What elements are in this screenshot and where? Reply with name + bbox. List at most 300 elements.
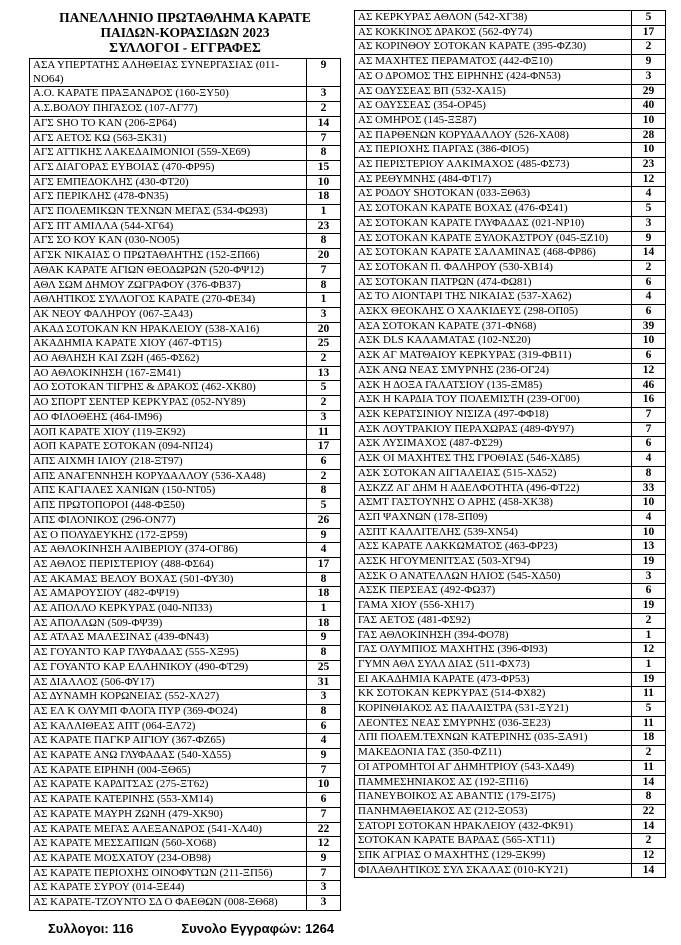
club-name: ΠΑΝΗΜΑΘΕΙΑΚΟΣ ΑΣ (212-ΞΟ53) (355, 804, 632, 819)
club-entries-count: 7 (307, 866, 341, 881)
club-entries-count: 1 (307, 293, 341, 308)
left-column (29, 10, 341, 911)
club-row (30, 675, 341, 690)
club-name: ΑΣ ΚΑΡΑΤΕ ΠΕΡΙΟΧΗΣ ΟΙΝΟΦΥΤΩΝ (211-ΞΠ56) (30, 866, 307, 881)
club-row (355, 422, 666, 437)
club-entries-count: 9 (307, 749, 341, 764)
club-entries-count: 5 (307, 381, 341, 396)
club-entries-count: 20 (307, 249, 341, 264)
club-row (30, 160, 341, 175)
club-entries-count: 9 (307, 851, 341, 866)
club-row (355, 819, 666, 834)
clubs-total-label: Συλλογοι: (48, 921, 109, 936)
club-name: ΑΟΠ ΚΑΡΑΤΕ ΣΟΤΟΚΑΝ (094-ΝΠ24) (30, 440, 307, 455)
club-name: ΓΥΜΝ ΑΘΛ ΣΥΛΛ ΔΙΑΣ (511-ΦΧ73) (355, 657, 632, 672)
club-row (355, 69, 666, 84)
club-entries-count: 8 (307, 704, 341, 719)
club-name: ΑΣΠ ΨΑΧΝΩΝ (178-ΞΠ09) (355, 510, 632, 525)
club-row (30, 763, 341, 778)
club-name: ΑΣ ΚΟΚΚΙΝΟΣ ΔΡΑΚΟΣ (562-ΦΥ74) (355, 25, 632, 40)
club-name: ΑΣ ΠΑΡΘΕΝΩΝ ΚΟΡΥΔΑΛΛΟΥ (526-ΧΑ08) (355, 128, 632, 143)
club-name: ΓΑΜΑ ΧΙΟΥ (556-ΧΗ17) (355, 599, 632, 614)
club-row (355, 363, 666, 378)
club-entries-count: 6 (307, 454, 341, 469)
club-row (355, 393, 666, 408)
club-name: ΑΣ ΤΟ ΛΙΟΝΤΑΡΙ ΤΗΣ ΝΙΚΑΙΑΣ (537-ΧΑ62) (355, 290, 632, 305)
club-entries-count: 5 (632, 11, 666, 26)
club-entries-count: 18 (307, 190, 341, 205)
club-name: ΑΣ ΣΟΤΟΚΑΝ ΠΑΤΡΩΝ (474-ΦΩ81) (355, 275, 632, 290)
club-row (30, 102, 341, 117)
club-row (30, 631, 341, 646)
club-entries-count: 4 (307, 734, 341, 749)
club-entries-count: 3 (307, 307, 341, 322)
right-column (354, 10, 666, 878)
club-entries-count: 18 (307, 587, 341, 602)
club-row (355, 11, 666, 26)
club-entries-count: 1 (632, 657, 666, 672)
club-entries-count: 15 (307, 160, 341, 175)
club-name: ΑΣΚ Η ΚΑΡΔΙΑ ΤΟΥ ΠΟΛΕΜΙΣΤΗ (239-ΟΓ00) (355, 393, 632, 408)
club-entries-count: 16 (632, 393, 666, 408)
club-name: ΑΣ ΑΚΑΜΑΣ ΒΕΛΟΥ ΒΟΧΑΣ (501-ΦΥ30) (30, 572, 307, 587)
club-name: ΑΣ ΑΠΟΛΛΩΝ (509-ΦΨ39) (30, 616, 307, 631)
club-name: ΑΣ ΣΟΤΟΚΑΝ ΚΑΡΑΤΕ ΓΛΥΦΑΔΑΣ (021-ΝΡ10) (355, 216, 632, 231)
title-line-3: ΣΥΛΛΟΓΟΙ - ΕΓΓΡΑΦΕΣ (109, 40, 261, 55)
club-name: ΑΣ Ο ΔΡΟΜΟΣ ΤΗΣ ΕΙΡΗΝΗΣ (424-ΦΝ53) (355, 69, 632, 84)
club-row (355, 407, 666, 422)
club-entries-count: 2 (632, 834, 666, 849)
club-name: ΑΣ ΚΑΛΛΙΘΕΑΣ ΑΠΤ (064-ΞΛ72) (30, 719, 307, 734)
club-row (30, 454, 341, 469)
club-name: ΑΣΚ ΑΝΩ ΝΕΑΣ ΣΜΥΡΝΗΣ (236-ΟΓ24) (355, 363, 632, 378)
club-row (355, 702, 666, 717)
club-row (355, 172, 666, 187)
club-name: ΑΣΚ ΟΙ ΜΑΧΗΤΕΣ ΤΗΣ ΓΡΟΘΙΑΣ (546-ΧΔ85) (355, 452, 632, 467)
club-name: ΑΣ ΟΔΥΣΣΕΑΣ ΒΠ (532-ΧΑ15) (355, 84, 632, 99)
club-name: ΑΣΚ DLS ΚΑΛΑΜΑΤΑΣ (102-ΝΣ20) (355, 334, 632, 349)
club-row (355, 863, 666, 878)
club-name: ΑΣ ΔΙΑΛΛΟΣ (506-ΦΥ17) (30, 675, 307, 690)
club-entries-count: 10 (632, 496, 666, 511)
club-row (30, 263, 341, 278)
club-entries-count: 2 (632, 40, 666, 55)
club-name: ΑΣΣΚ ΠΕΡΣΕΑΣ (492-ΦΩ37) (355, 584, 632, 599)
club-name: ΑΘΛΗΤΙΚΟΣ ΣΥΛΛΟΓΟΣ ΚΑΡΑΤΕ (270-ΦΕ34) (30, 293, 307, 308)
club-name: ΑΣ ΚΑΡΑΤΕ ΑΝΩ ΓΛΥΦΑΔΑΣ (540-ΧΔ55) (30, 749, 307, 764)
club-entries-count: 26 (307, 513, 341, 528)
club-row (30, 851, 341, 866)
club-name: ΑΣΠΤ ΚΑΛΛΙΤΕΛΗΣ (539-ΧΝ54) (355, 525, 632, 540)
club-entries-count: 6 (307, 793, 341, 808)
club-entries-count: 5 (632, 202, 666, 217)
club-entries-count: 8 (632, 466, 666, 481)
clubs-table-right (354, 10, 666, 878)
club-name: ΑΘΛ ΣΩΜ ΔΗΜΟΥ ΖΩΓΡΑΦΟΥ (376-ΦΒ37) (30, 278, 307, 293)
club-entries-count: 29 (632, 84, 666, 99)
club-name: ΑΣΚ Η ΔΟΞΑ ΓΑΛΑΤΣΙΟΥ (135-ΞΜ85) (355, 378, 632, 393)
club-row (30, 205, 341, 220)
club-row (30, 249, 341, 264)
page-title (29, 10, 341, 55)
club-entries-count: 20 (307, 322, 341, 337)
club-entries-count: 8 (307, 146, 341, 161)
club-name: ΓΑΣ ΑΕΤΟΣ (481-ΦΣ92) (355, 613, 632, 628)
club-entries-count: 6 (632, 349, 666, 364)
club-row (355, 158, 666, 173)
clubs-total-value: 116 (112, 921, 134, 936)
club-entries-count: 28 (632, 128, 666, 143)
club-row (355, 349, 666, 364)
club-entries-count: 7 (632, 407, 666, 422)
club-entries-count: 13 (632, 540, 666, 555)
club-name: ΑΓΣ ΑΤΤΙΚΗΣ ΛΑΚΕΔΑΙΜΟΝΙΟΙ (559-ΧΕ69) (30, 146, 307, 161)
club-entries-count: 10 (632, 113, 666, 128)
club-entries-count: 1 (632, 628, 666, 643)
club-name: ΛΠΙ ΠΟΛΕΜ.ΤΕΧΝΩΝ ΚΑΤΕΡΙΝΗΣ (035-ΞΑ91) (355, 731, 632, 746)
club-entries-count: 23 (307, 219, 341, 234)
club-name: ΚΚ ΣΟΤΟΚΑΝ ΚΕΡΚΥΡΑΣ (514-ΦΧ82) (355, 687, 632, 702)
club-row (355, 746, 666, 761)
club-row (30, 425, 341, 440)
club-entries-count: 12 (632, 363, 666, 378)
club-row (30, 704, 341, 719)
club-name: ΑΣ ΔΥΝΑΜΗ ΚΟΡΩΝΕΙΑΣ (552-ΧΛ27) (30, 690, 307, 705)
club-row (355, 334, 666, 349)
club-entries-count: 7 (307, 263, 341, 278)
club-entries-count: 19 (632, 555, 666, 570)
club-entries-count: 3 (632, 69, 666, 84)
club-entries-count: 10 (307, 778, 341, 793)
club-entries-count: 8 (632, 790, 666, 805)
club-name: ΓΑΣ ΟΛΥΜΠΙΟΣ ΜΑΧΗΤΗΣ (396-ΦΙ93) (355, 643, 632, 658)
club-row (30, 690, 341, 705)
club-row (355, 275, 666, 290)
club-name: ΑΣΚ ΛΟΥΤΡΑΚΙΟΥ ΠΕΡΑΧΩΡΑΣ (489-ΦΥ97) (355, 422, 632, 437)
club-row (355, 466, 666, 481)
club-entries-count: 25 (307, 337, 341, 352)
club-row (30, 307, 341, 322)
club-name: ΑΓΣ ΣΟ ΚΟΥ ΚΑΝ (030-ΝΟ05) (30, 234, 307, 249)
club-row (355, 849, 666, 864)
club-name: ΑΟΠ ΚΑΡΑΤΕ ΧΙΟΥ (119-ΞΚ92) (30, 425, 307, 440)
club-name: ΑΣ ΓΟΥΑΝΤΟ ΚΑΡ ΓΛΥΦΑΔΑΣ (555-ΧΞ95) (30, 646, 307, 661)
club-name: ΑΣ ΣΟΤΟΚΑΝ ΚΑΡΑΤΕ ΞΥΛΟΚΑΣΤΡΟΥ (045-ΞΖ10) (355, 231, 632, 246)
club-name: ΑΣ ΑΘΛΟΚΙΝΗΣΗ ΑΛΙΒΕΡΙΟΥ (374-ΟΓ86) (30, 543, 307, 558)
club-name: ΑΣΚ ΑΓ ΜΑΤΘΑΙΟΥ ΚΕΡΚΥΡΑΣ (319-ΦΒ11) (355, 349, 632, 364)
club-name: ΑΣ ΡΕΘΥΜΝΗΣ (484-ΦΤ17) (355, 172, 632, 187)
club-name: ΑΣ ΚΑΡΑΤΕ ΜΟΣΧΑΤΟΥ (234-ΟΒ98) (30, 851, 307, 866)
club-entries-count: 11 (307, 425, 341, 440)
club-row (355, 687, 666, 702)
club-name: ΑΣ ΠΕΡΙΣΤΕΡΙΟΥ ΑΛΚΙΜΑΧΟΣ (485-ΦΣ73) (355, 158, 632, 173)
club-entries-count: 8 (307, 572, 341, 587)
club-row (30, 602, 341, 617)
club-row (355, 113, 666, 128)
club-name: ΑΘΑΚ ΚΑΡΑΤΕ ΑΓΙΩΝ ΘΕΟΔΩΡΩΝ (520-ΦΨ12) (30, 263, 307, 278)
club-entries-count: 2 (307, 396, 341, 411)
club-entries-count: 11 (632, 687, 666, 702)
club-entries-count: 40 (632, 99, 666, 114)
club-name: ΑΣ ΟΔΥΣΣΕΑΣ (354-ΟΡ45) (355, 99, 632, 114)
club-entries-count: 2 (307, 352, 341, 367)
club-row (30, 87, 341, 102)
club-entries-count: 8 (307, 234, 341, 249)
club-name: ΑΣ ΚΑΡΑΤΕ ΜΕΓΑΣ ΑΛΕΞΑΝΔΡΟΣ (541-ΧΛ40) (30, 822, 307, 837)
club-row (30, 557, 341, 572)
club-row (355, 319, 666, 334)
club-row (355, 260, 666, 275)
club-entries-count: 17 (307, 557, 341, 572)
club-row (355, 569, 666, 584)
club-name: ΑΣ ΣΟΤΟΚΑΝ ΚΑΡΑΤΕ ΣΑΛΑΜΙΝΑΣ (468-ΦΡ86) (355, 246, 632, 261)
club-name: ΑΣΚΖΖ ΑΓ ΔΗΜ Η ΑΔΕΛΦΟΤΗΤΑ (496-ΦΤ22) (355, 481, 632, 496)
club-row (30, 59, 341, 87)
club-name: ΑΠΣ ΑΝΑΓΕΝΝΗΣΗ ΚΟΡΥΔΑΛΛΟΥ (536-ΧΑ48) (30, 469, 307, 484)
club-row (30, 513, 341, 528)
club-entries-count: 8 (307, 484, 341, 499)
club-row (355, 540, 666, 555)
club-name: ΑΣΑ ΥΠΕΡΤΑΤΗΣ ΑΛΗΘΕΙΑΣ ΣΥΝΕΡΓΑΣΙΑΣ (011-ΝΟ64) (30, 59, 307, 87)
club-row (30, 896, 341, 911)
club-entries-count: 12 (632, 172, 666, 187)
club-row (30, 337, 341, 352)
club-name: ΑΣ ΚΑΡΑΤΕ ΚΑΡΔΙΤΣΑΣ (275-ΞΤ62) (30, 778, 307, 793)
club-entries-count: 18 (307, 616, 341, 631)
club-name: ΑΓΣ ΑΕΤΟΣ ΚΩ (563-ΞΚ31) (30, 131, 307, 146)
club-entries-count: 19 (632, 672, 666, 687)
club-name: ΚΟΡΙΝΘΙΑΚΟΣ ΑΣ ΠΑΛΑΙΣΤΡΑ (531-ΞΥ21) (355, 702, 632, 717)
club-entries-count: 19 (632, 599, 666, 614)
club-name: ΑΣΣΚ ΗΓΟΥΜΕΝΙΤΣΑΣ (503-ΧΓ94) (355, 555, 632, 570)
club-entries-count: 8 (307, 646, 341, 661)
club-name: ΑΠΣ ΚΑΓΙΑΛΕΣ ΧΑΝΙΩΝ (150-ΝΤ05) (30, 484, 307, 499)
club-row (355, 378, 666, 393)
club-row (355, 231, 666, 246)
club-name: ΑΣ Ο ΠΟΛΥΔΕΥΚΗΣ (172-ΞΡ59) (30, 528, 307, 543)
club-row (355, 599, 666, 614)
club-name: Α.Ο. ΚΑΡΑΤΕ ΠΡΑΞΑΝΔΡΟΣ (160-ΞΥ50) (30, 87, 307, 102)
club-name: ΣΑΤΟΡΙ ΣΟΤΟΚΑΝ ΗΡΑΚΛΕΙΟΥ (432-ΦΚ91) (355, 819, 632, 834)
club-row (355, 25, 666, 40)
club-entries-count: 22 (632, 804, 666, 819)
club-name: ΑΣ ΚΕΡΚΥΡΑΣ ΑΘΛΟΝ (542-ΧΓ38) (355, 11, 632, 26)
club-name: ΑΚΑΔΗΜΙΑ ΚΑΡΑΤΕ ΧΙΟΥ (467-ΦΤ15) (30, 337, 307, 352)
club-row (355, 437, 666, 452)
club-entries-count: 6 (632, 584, 666, 599)
club-name: ΑΣ ΚΑΡΑΤΕ ΜΑΥΡΗ ΖΩΝΗ (479-ΧΚ90) (30, 807, 307, 822)
club-entries-count: 7 (307, 763, 341, 778)
club-name: ΠΑΜΜΕΣΗΝΙΑΚΟΣ ΑΣ (192-ΞΠ16) (355, 775, 632, 790)
club-entries-count: 6 (632, 275, 666, 290)
club-row (30, 322, 341, 337)
club-name: ΑΣ ΑΠΟΛΛΟ ΚΕΡΚΥΡΑΣ (040-ΝΠ33) (30, 602, 307, 617)
clubs-total (48, 921, 133, 936)
club-name: ΑΠΣ ΠΡΩΤΟΠΟΡΟΙ (448-ΦΞ50) (30, 499, 307, 514)
club-row (355, 40, 666, 55)
club-row (355, 643, 666, 658)
club-name: ΑΣ ΠΕΡΙΟΧΗΣ ΠΑΡΓΑΣ (386-ΦΙΟ5) (355, 143, 632, 158)
club-entries-count: 3 (307, 881, 341, 896)
club-row (30, 293, 341, 308)
club-entries-count: 5 (632, 702, 666, 717)
club-name: ΑΣ ΕΛ Κ ΟΛΥΜΠ ΦΛΟΓΑ ΠΥΡ (369-ΦΟ24) (30, 704, 307, 719)
club-entries-count: 8 (307, 278, 341, 293)
club-name: ΑΣ ΑΜΑΡΟΥΣΙΟΥ (482-ΦΨ19) (30, 587, 307, 602)
club-row (30, 484, 341, 499)
summary-footer (48, 921, 334, 936)
club-entries-count: 9 (632, 55, 666, 70)
club-entries-count: 3 (307, 896, 341, 911)
club-row (30, 366, 341, 381)
club-row (355, 452, 666, 467)
club-entries-count: 7 (307, 131, 341, 146)
club-name: ΑΣ ΓΟΥΑΝΤΟ ΚΑΡ ΕΛΛΗΝΙΚΟΥ (490-ΦΤ29) (30, 660, 307, 675)
club-entries-count: 9 (632, 231, 666, 246)
club-entries-count: 11 (632, 760, 666, 775)
club-name: ΦΙΛΑΘΛΗΤΙΚΟΣ ΣΥΛ ΣΚΑΛΑΣ (010-ΚΥ21) (355, 863, 632, 878)
club-row (30, 793, 341, 808)
club-row (355, 510, 666, 525)
club-name: ΑΣ ΟΜΗΡΟΣ (145-ΞΞ87) (355, 113, 632, 128)
club-name: ΑΠΣ ΑΙΧΜΗ ΙΛΙΟΥ (218-ΞΤ97) (30, 454, 307, 469)
clubs-table-right-body (355, 11, 666, 878)
club-name: ΑΣ ΜΑΧΗΤΕΣ ΠΕΡΑΜΑΤΟΣ (442-ΦΞ10) (355, 55, 632, 70)
club-row (30, 881, 341, 896)
club-name: ΑΓΣ ΠΤ ΑΜΙΛΛΑ (544-ΧΓ64) (30, 219, 307, 234)
club-row (355, 555, 666, 570)
club-row (30, 778, 341, 793)
club-entries-count: 22 (307, 822, 341, 837)
club-entries-count: 10 (632, 525, 666, 540)
club-entries-count: 7 (307, 807, 341, 822)
club-row (30, 131, 341, 146)
club-name: ΑΚ ΝΕΟΥ ΦΑΛΗΡΟΥ (067-ΞΑ43) (30, 307, 307, 322)
club-entries-count: 7 (632, 422, 666, 437)
club-row (30, 190, 341, 205)
club-name: ΑΣ ΑΘΛΟΣ ΠΕΡΙΣΤΕΡΙΟΥ (488-ΦΣ64) (30, 557, 307, 572)
club-row (30, 572, 341, 587)
registrations-total (181, 921, 334, 936)
club-name: ΑΟ ΣΟΤΟΚΑΝ ΤΙΓΡΗΣ & ΔΡΑΚΟΣ (462-ΧΚ80) (30, 381, 307, 396)
club-name: ΑΣ ΚΑΡΑΤΕ ΣΥΡΟΥ (014-ΞΕ44) (30, 881, 307, 896)
club-name: ΑΚΑΔ ΣΟΤΟΚΑΝ ΚΝ ΗΡΑΚΛΕΙΟΥ (538-ΧΑ16) (30, 322, 307, 337)
club-row (355, 481, 666, 496)
club-entries-count: 9 (307, 59, 341, 87)
club-name: ΑΓΣ SHO TO KAN (206-ΞΡ64) (30, 116, 307, 131)
club-row (30, 278, 341, 293)
club-row (30, 646, 341, 661)
club-row (355, 305, 666, 320)
club-row (30, 175, 341, 190)
club-row (30, 734, 341, 749)
club-row (355, 525, 666, 540)
club-name: ΑΣ ΚΟΡΙΝΘΟΥ ΣΟΤΟΚΑΝ ΚΑΡΑΤΕ (395-ΦΖ30) (355, 40, 632, 55)
club-row (30, 410, 341, 425)
club-entries-count: 2 (632, 613, 666, 628)
club-entries-count: 12 (632, 643, 666, 658)
club-entries-count: 23 (632, 158, 666, 173)
club-entries-count: 14 (632, 819, 666, 834)
club-row (355, 128, 666, 143)
club-row (355, 584, 666, 599)
club-entries-count: 10 (307, 175, 341, 190)
club-name: ΑΣ ΑΤΛΑΣ ΜΑΛΕΣΙΝΑΣ (439-ΦΝ43) (30, 631, 307, 646)
club-name: ΑΓΣ ΠΟΛΕΜΙΚΩΝ ΤΕΧΝΩΝ ΜΕΓΑΣ (534-ΦΩ93) (30, 205, 307, 220)
club-row (355, 613, 666, 628)
club-entries-count: 4 (307, 543, 341, 558)
club-row (355, 804, 666, 819)
club-name: ΑΣ ΚΑΡΑΤΕ-ΤΖΟΥΝΤΟ ΣΔ Ο ΦΑΕΘΩΝ (008-ΞΘ68) (30, 896, 307, 911)
club-entries-count: 17 (307, 440, 341, 455)
club-entries-count: 3 (632, 569, 666, 584)
club-row (355, 657, 666, 672)
club-row (30, 660, 341, 675)
club-entries-count: 46 (632, 378, 666, 393)
club-row (355, 202, 666, 217)
club-row (355, 628, 666, 643)
club-row (355, 496, 666, 511)
club-row (355, 731, 666, 746)
club-entries-count: 4 (632, 510, 666, 525)
club-entries-count: 1 (307, 602, 341, 617)
club-entries-count: 3 (632, 216, 666, 231)
club-name: ΑΓΣΚ ΝΙΚΑΙΑΣ Ο ΠΡΩΤΑΘΛΗΤΗΣ (152-ΞΠ66) (30, 249, 307, 264)
club-name: ΑΣΚ ΛΥΣΙΜΑΧΟΣ (487-ΦΣ29) (355, 437, 632, 452)
club-name: ΑΓΣ ΠΕΡΙΚΛΗΣ (478-ΦΝ35) (30, 190, 307, 205)
club-name: ΑΓΣ ΔΙΑΓΟΡΑΣ ΕΥΒΟΙΑΣ (470-ΦΡ95) (30, 160, 307, 175)
club-name: ΑΣ ΚΑΡΑΤΕ ΕΙΡΗΝΗ (004-ΞΘ65) (30, 763, 307, 778)
club-row (30, 219, 341, 234)
club-row (355, 99, 666, 114)
club-name: ΑΣ ΡΟΔΟΥ SHOTOKAN (033-ΞΘ63) (355, 187, 632, 202)
club-entries-count: 33 (632, 481, 666, 496)
club-name: ΑΣ ΚΑΡΑΤΕ ΚΑΤΕΡΙΝΗΣ (553-ΧΜ14) (30, 793, 307, 808)
club-entries-count: 4 (632, 452, 666, 467)
club-row (30, 528, 341, 543)
club-entries-count: 25 (307, 660, 341, 675)
club-name: ΑΓΣ ΕΜΠΕΔΟΚΛΗΣ (430-ΦΤ20) (30, 175, 307, 190)
club-row (30, 440, 341, 455)
club-row (30, 837, 341, 852)
club-entries-count: 2 (307, 469, 341, 484)
clubs-table-left (29, 58, 341, 911)
club-row (355, 790, 666, 805)
clubs-table-left-body (30, 59, 341, 911)
club-row (30, 381, 341, 396)
club-row (30, 587, 341, 602)
club-row (355, 55, 666, 70)
club-name: ΑΣ ΚΑΡΑΤΕ ΜΕΣΣΑΠΙΩΝ (560-ΧΟ68) (30, 837, 307, 852)
club-entries-count: 4 (632, 187, 666, 202)
club-entries-count: 6 (307, 719, 341, 734)
club-name: ΑΠΣ ΦΙΛΟΝΙΚΟΣ (296-ΟΝ77) (30, 513, 307, 528)
club-row (355, 84, 666, 99)
club-entries-count: 14 (307, 116, 341, 131)
club-entries-count: 3 (307, 410, 341, 425)
club-row (30, 822, 341, 837)
club-entries-count: 6 (632, 305, 666, 320)
registrations-total-label: Συνολο Εγγραφών: (181, 921, 302, 936)
registrations-total-value: 1264 (305, 921, 335, 936)
club-name: ΣΠΚ ΑΓΡΙΑΣ Ο ΜΑΧΗΤΗΣ (129-ΞΚ99) (355, 849, 632, 864)
club-name: ΑΣ ΣΟΤΟΚΑΝ Π. ΦΑΛΗΡΟΥ (530-ΧΒ14) (355, 260, 632, 275)
club-entries-count: 9 (307, 528, 341, 543)
club-name: ΑΣΣ ΚΑΡΑΤΕ ΛΑΚΚΩΜΑΤΟΣ (463-ΦΡ23) (355, 540, 632, 555)
club-row (355, 775, 666, 790)
club-name: ΟΙ ΑΤΡΟΜΗΤΟΙ ΑΓ ΔΗΜΗΤΡΙΟΥ (543-ΧΔ49) (355, 760, 632, 775)
club-row (355, 290, 666, 305)
